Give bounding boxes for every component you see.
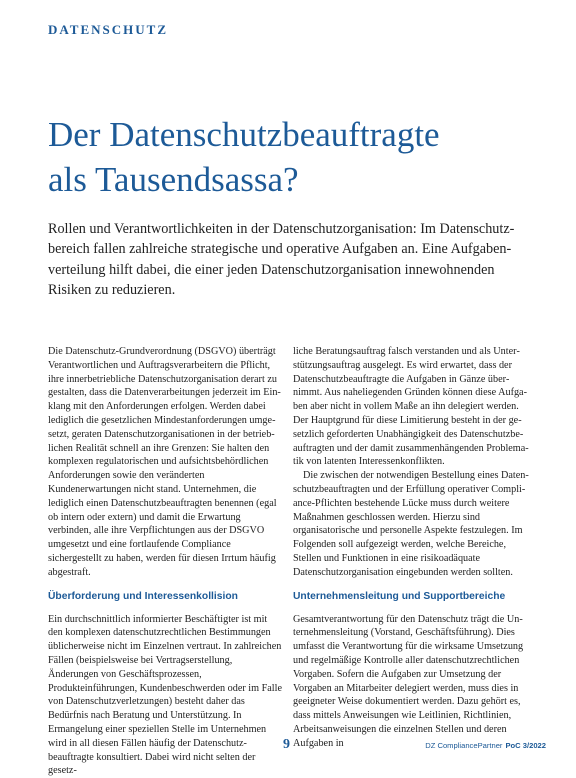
subheading: Unternehmensleitung und Supportbereiche — [293, 590, 506, 602]
left-column — [48, 345, 284, 778]
subheading: Überforderung und Interessenkollision — [48, 590, 238, 602]
body-paragraph: Die Datenschutz-Grundverordnung (DSGVO) überträgt Verantwortlichen und Auftragsverarbeitern die Pflicht, ihre innerbetriebliche Datenschutzorganisation derart zu gestalten, dass die Datenverarbeitungen jederzeit im Einklang mit den Anforderungen erfolgen. Werden dabei lediglich die gesetzlichen Mindestanforderungen umgesetzt, geraten Datenschutzorganisationen in der betrieblichen Realität schnell an ihre Grenzen: Sie halten den komplexen regulatorischen und aufsichtsbehördlichen Anforderungen sowie den veränderten Kundenerwartungen nicht stand. Unternehmen, die lediglich einen Datenschutzbeauftragten benennen (egal ob intern oder extern) und damit die Erwartung verbinden, alle ihre Verpflichtungen aus der DSGVO umgesetzt und eine fortlaufende Compliance sichergestellt zu haben, werden für diesen Irrtum häufig abgestraft. — [48, 346, 281, 578]
body-paragraph: Ein durchschnittlich informierter Beschäftigter ist mit den komplexen datenschutzrechtlichen Bestimmungen üblicherweise nicht im Einzelnen vertraut. In zahlreichen Fällen (beispielsweise bei Vertragserstellung, Änderungen von Geschäftsprozessen, Produkteinführungen, Kundenbeschwerden oder im Falle von Datenschutzverletzungen) besteht daher das Bedürfnis nach Beratung und Unterstützung. In Ermangelung einer speziellen Stelle im Unternehmen wird in all diesen Fällen häufig der Datenschutzbeauftragte konsultiert. Dabei wird nicht selten der gesetz- — [48, 613, 282, 777]
body-paragraph: Die zwischen der notwendigen Bestellung eines Datenschutzbeauftragten und der Erfüllung operativer Compliance-Pflichten bestehende Lücke muss durch weitere Maßnahmen geschlossen werden. Hierzu sind organisatorische und personelle Aspekte festzulegen. Im Folgenden soll aufgezeigt werden, welche Bereiche, Stellen und Funktionen in eine risikoadäquate Datenschutzorganisation eingebunden werden sollten. — [293, 470, 529, 578]
title-line-2: als Tausendsassa? — [48, 160, 299, 199]
body-paragraph: Gesamtverantwortung für den Datenschutz trägt die Unternehmensleitung (Vorstand, Geschäftsführung). Dies umfasst die Verantwortung für die wirksame Umsetzung und regelmäßige Kontrolle aller datenschutzrechtlichen Vorgaben. Sofern die Aufgaben zur Umsetzung der Vorgaben an Mitarbeiter delegiert werden, muss dies in geeigneter Weise dokumentiert werden. Dazu gehört es, dass mittels Anweisungen wie Leitlinien, Richtlinien, Arbeitsanweisungen die einzelnen Stellen und deren Aufgaben in — [293, 613, 524, 749]
publication-name: DZ CompliancePartner — [425, 741, 503, 750]
issue-label: PoC 3/2022 — [505, 741, 546, 750]
title-line-1: Der Datenschutzbeauftragte — [48, 115, 440, 154]
section-label: DATENSCHUTZ — [48, 22, 169, 37]
page-number: 9 — [283, 737, 290, 752]
publication-footer — [425, 741, 546, 750]
article-title — [48, 112, 548, 202]
right-column — [293, 345, 529, 751]
body-paragraph: liche Beratungsauftrag falsch verstanden und als Unterstützungsauftrag ausgelegt. Es wird erwartet, dass der Datenschutzbeauftragte die Aufgaben in Gänze übernimmt. Aus naheliegenden Gründen können diese Aufgaben aber nicht in vollem Maße an ihn delegiert werden. Der Hauptgrund für diese Limitierung besteht in der gesetzlich geforderten Unabhängigkeit des Datenschutzbeauftragten und der damit zusammenhängenden Problematik von latenten Interessenkonflikten. — [293, 346, 529, 468]
lead-paragraph: Rollen und Verantwortlichkeiten in der Datenschutzorganisation: Im Datenschutzbereich fallen zahlreiche strategische und operative Aufgaben an. Eine Aufgabenverteilung hilft dabei, die einer jeden Datenschutzorganisation innewohnenden Risiken zu reduzieren. — [48, 221, 515, 299]
